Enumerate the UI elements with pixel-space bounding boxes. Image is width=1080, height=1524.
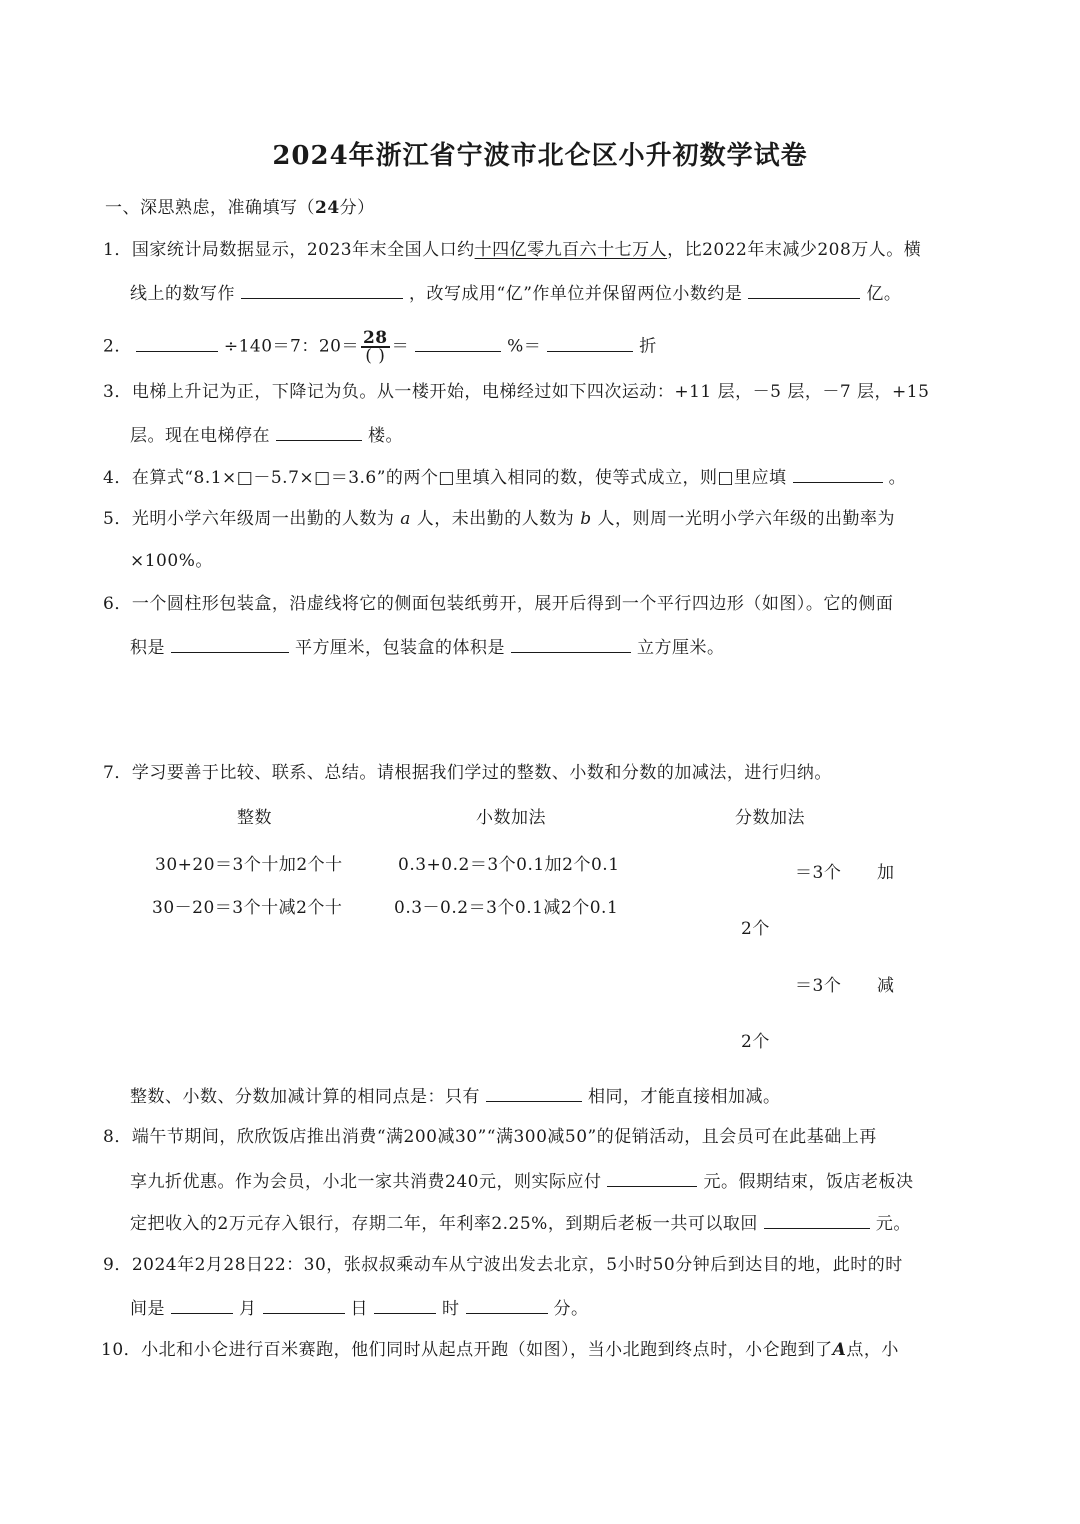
question-8-line-2 — [130, 1169, 913, 1193]
question-text: ＝ — [391, 336, 410, 357]
answer-blank[interactable] — [241, 281, 403, 299]
question-text: 间是 — [130, 1299, 165, 1319]
question-text: 亿。 — [866, 284, 902, 304]
decimal-subtraction: 0.3－0.2＝3个0.1减2个0.1 — [394, 898, 619, 918]
question-number: 1． — [103, 240, 132, 260]
fraction-equals-1: ＝3个 — [795, 863, 842, 883]
question-text: 端午节期间，欣欣饭店推出消费“满200减30”“满300减50”的促销活动，且会员可在此基础上再 — [131, 1127, 877, 1147]
question-6-line-2 — [130, 635, 725, 659]
unit-day: 日 — [350, 1299, 368, 1319]
section-heading — [105, 197, 375, 219]
answer-blank-hour[interactable] — [374, 1296, 436, 1314]
section-points: 24 — [315, 198, 340, 218]
question-1-line-2 — [130, 281, 901, 305]
question-9-line-2 — [130, 1296, 589, 1320]
fraction — [361, 330, 390, 364]
header-decimal: 小数加法 — [476, 808, 546, 828]
answer-blank[interactable] — [415, 334, 501, 352]
answer-blank[interactable] — [136, 334, 218, 352]
question-number: 9． — [103, 1255, 132, 1275]
question-8-line-1 — [103, 1126, 877, 1148]
integer-subtraction: 30－20＝3个十减2个十 — [152, 898, 343, 918]
question-text: 点，小 — [846, 1340, 899, 1360]
question-text: 定把收入的2万元存入银行，存期二年，年利率2.25%，到期后老板一共可以取回 — [130, 1214, 758, 1234]
answer-blank[interactable] — [486, 1084, 582, 1102]
section-suffix: 分） — [339, 198, 375, 218]
question-3-line-1 — [103, 381, 929, 403]
question-7 — [103, 762, 832, 784]
question-number: 4． — [103, 468, 132, 488]
question-text: ，比2022年末减少208万人。横 — [667, 240, 922, 260]
answer-blank[interactable] — [276, 423, 362, 441]
answer-blank[interactable] — [547, 334, 633, 352]
question-text: 小北和小仑进行百米赛跑，他们同时从起点开跑（如图），当小北跑到终点时，小仑跑到了 — [141, 1340, 833, 1360]
page-title: 2024年浙江省宁波市北仑区小升初数学试卷 — [272, 141, 808, 171]
variable-b: b — [580, 509, 592, 529]
question-text: 学习要善于比较、联系、总结。请根据我们学过的整数、小数和分数的加减法，进行归纳。 — [131, 763, 832, 783]
question-5-line-1 — [103, 508, 895, 530]
variable-a: a — [400, 509, 411, 529]
question-4 — [103, 465, 906, 489]
question-3-line-2 — [130, 423, 403, 447]
question-text: 积是 — [130, 638, 165, 658]
question-10-line-1 — [101, 1339, 899, 1361]
question-text: 人，未出勤的人数为 — [416, 509, 575, 529]
question-text: 国家统计局数据显示，2023年末全国人口约 — [131, 240, 475, 260]
question-text: 2024年2月28日22：30，张叔叔乘动车从宁波出发去北京，5小时50分钟后到达目的地，此时的时 — [131, 1255, 903, 1275]
question-number: 7． — [103, 763, 132, 783]
fraction-two-1: 2个 — [741, 919, 770, 939]
question-text: ÷140＝7：20＝ — [223, 336, 359, 357]
answer-blank-month[interactable] — [171, 1296, 233, 1314]
question-text: 相同，才能直接相加减。 — [588, 1087, 781, 1107]
question-text: 平方厘米，包装盒的体积是 — [295, 638, 505, 658]
unit-minute: 分。 — [553, 1299, 589, 1319]
question-text: 楼。 — [368, 426, 403, 446]
question-text: 。 — [888, 468, 907, 488]
question-2 — [103, 330, 657, 364]
question-text: 光明小学六年级周一出勤的人数为 — [131, 509, 395, 529]
question-number: 2． — [103, 336, 132, 357]
question-text: 层。现在电梯停在 — [130, 426, 270, 446]
fraction-equals-2: ＝3个 — [795, 976, 842, 996]
fraction-sub-word: 减 — [877, 976, 895, 996]
question-9-line-1 — [103, 1254, 903, 1276]
answer-blank[interactable] — [793, 465, 883, 483]
answer-blank[interactable] — [764, 1211, 870, 1229]
question-number: 6． — [103, 594, 132, 614]
question-1-line-1 — [103, 239, 921, 261]
fraction-numerator: 28 — [362, 328, 388, 348]
question-number: 3． — [103, 382, 132, 402]
fraction-denominator: ( ) — [365, 346, 386, 366]
question-text: 整数、小数、分数加减计算的相同点是：只有 — [130, 1087, 480, 1107]
question-number: 5． — [103, 509, 132, 529]
question-6-line-1 — [103, 593, 893, 615]
decimal-addition: 0.3+0.2＝3个0.1加2个0.1 — [398, 855, 620, 875]
question-number: 10． — [101, 1340, 142, 1360]
answer-blank[interactable] — [607, 1169, 697, 1187]
answer-blank[interactable] — [511, 635, 631, 653]
integer-addition: 30+20＝3个十加2个十 — [155, 855, 343, 875]
underlined-number: 十四亿零九百六十七万人 — [474, 240, 668, 260]
question-text: 享九折优惠。作为会员，小北一家共消费240元，则实际应付 — [130, 1172, 602, 1192]
question-8-line-3 — [130, 1211, 911, 1235]
question-number: 8． — [103, 1127, 132, 1147]
header-integer: 整数 — [237, 808, 272, 828]
fraction-two-2: 2个 — [741, 1032, 770, 1052]
question-text: 元。假期结束，饭店老板决 — [703, 1172, 914, 1192]
answer-blank[interactable] — [748, 281, 860, 299]
question-text: 电梯上升记为正，下降记为负。从一楼开始，电梯经过如下四次运动：+11 层，－5 层，－7 层，+15 — [131, 382, 930, 402]
question-text: 一个圆柱形包装盒，沿虚线将它的侧面包装纸剪开，展开后得到一个平行四边形（如图）。它的侧面 — [131, 594, 894, 614]
header-fraction: 分数加法 — [735, 808, 805, 828]
question-text: 元。 — [875, 1214, 911, 1234]
unit-hour: 时 — [442, 1299, 460, 1319]
question-5-line-2: ×100%。 — [130, 551, 213, 571]
question-text: 在算式“8.1×□－5.7×□＝3.6”的两个□里填入相同的数，使等式成立，则□里应填 — [131, 468, 787, 488]
answer-blank-day[interactable] — [263, 1296, 345, 1314]
question-7-summary — [130, 1084, 781, 1108]
question-text: ，改写成用“亿”作单位并保留两位小数约是 — [409, 284, 743, 304]
question-text: 折 — [639, 336, 657, 357]
answer-blank[interactable] — [171, 635, 289, 653]
question-text: 人，则周一光明小学六年级的出勤率为 — [597, 509, 895, 529]
section-label: 一、深思熟虑，准确填写（ — [105, 198, 315, 218]
answer-blank-minute[interactable] — [466, 1296, 548, 1314]
point-a: A — [832, 1340, 847, 1360]
question-text: 线上的数写作 — [130, 284, 235, 304]
question-text: %＝ — [507, 336, 542, 357]
fraction-add-word: 加 — [877, 863, 895, 883]
question-text: 立方厘米。 — [637, 638, 725, 658]
unit-month: 月 — [239, 1299, 257, 1319]
